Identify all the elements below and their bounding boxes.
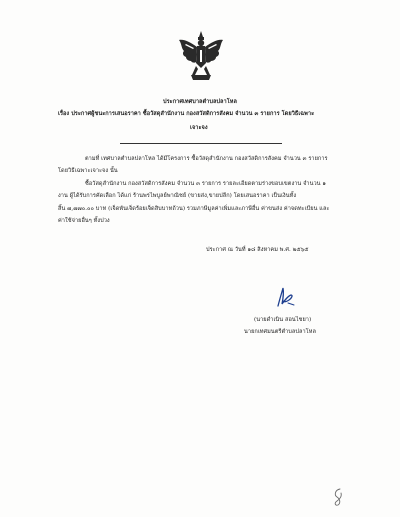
paragraph-1-line-2: โดยวิธีเฉพาะเจาะจง นั้น <box>58 168 118 174</box>
subject-line-1: เรื่อง ประกาศผู้ชนะการเสนอราคา ซื้อวัสดุสำนักงาน กองสวัสดิการสังคม จำนวน ๓ รายการ โดยวิธีเฉพาะ <box>58 111 315 117</box>
paragraph-2-line-3: สิ้น ๗,๗๗๐.๐๐ บาท (เจ็ดพันเจ็ดร้อยเจ็ดสิบบาทถ้วน) รวมภาษีมูลค่าเพิ่มและภาษีอื่น ค่าขนส่ง ค่าจดทะเบียน และ <box>58 206 330 212</box>
paragraph-2-line-4: ค่าใช้จ่ายอื่นๆ ทั้งปวง <box>58 218 110 224</box>
paragraph-1-line-1: ตามที่ เทศบาลตำบลปลาโหล ได้มีโครงการ ซื้อวัสดุสำนักงาน กองสวัสดิการสังคม จำนวน ๓ รายการ <box>85 156 328 162</box>
signer-position: นายกเทศมนตรีตำบลปลาโหล <box>244 329 316 335</box>
signature-image <box>274 284 296 310</box>
signer-name: (นายดำเนิน สอนไชยา) <box>254 317 312 323</box>
paragraph-2-line-1: ซื้อวัสดุสำนักงาน กองสวัสดิการสังคม จำนวน ๓ รายการ รายละเอียดตามร่างขอบเขตงาน จำนวน ๑ <box>85 181 326 187</box>
handwritten-mark-icon <box>329 487 349 507</box>
header-divider <box>120 143 282 144</box>
announcement-date: ประกาศ ณ วันที่ ๑๘ สิงหาคม พ.ศ. ๒๕๖๕ <box>206 247 309 253</box>
garuda-emblem-icon <box>178 30 224 82</box>
subject-line-2: เจาะจง <box>190 125 208 131</box>
org-title: ประกาศเทศบาลตำบลปลาโหล <box>163 99 237 105</box>
paragraph-2-line-2: งาน ผู้ได้รับการคัดเลือก ได้แก่ ร้านพรไพบูลย์พาณิชย์ (ขายส่ง,ขายปลีก) โดยเสนอราคา เป็นเงินทั้ง <box>58 193 297 199</box>
